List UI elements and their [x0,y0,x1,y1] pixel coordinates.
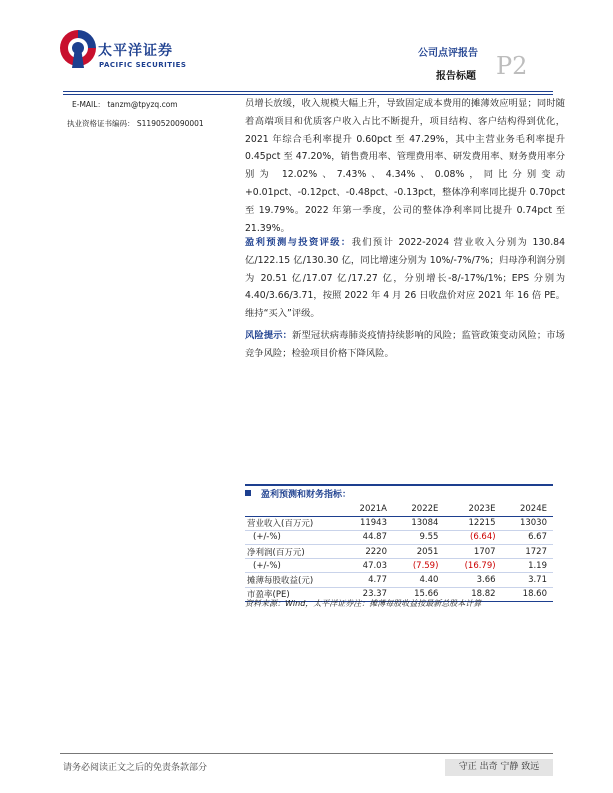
table-header-cell: 2023E [444,502,501,516]
risk-text: 新型冠状病毒肺炎疫情持续影响的风险；监管政策变动风险；市场竞争风险；检验项目价格下降风险。 [245,330,565,359]
table-cell: 4.77 [341,573,393,587]
table-cell: 11943 [341,516,393,530]
table-cell: 23.37 [341,587,393,601]
table-cell: 12215 [444,516,501,530]
logo-text-cn: 太平洋证券 [98,43,173,59]
table-title [245,487,351,500]
table-cell: 6.67 [502,530,553,544]
table-header-cell: 2024E [502,502,553,516]
footer-motto: 守正 出奇 宁静 致远 [445,759,553,776]
row-label: 摊薄每股收益(元) [245,573,341,587]
page-number: P2 [496,52,528,80]
report-title: 报告标题 [436,71,476,82]
table-row [245,573,553,587]
header-divider [63,91,553,92]
table-cell: 47.03 [341,559,393,573]
forecast-heading: 盈利预测与投资评级： [245,237,352,248]
table-row [245,559,553,573]
body-paragraph-risk [245,327,565,363]
logo-text-en: PACIFIC SECURITIES [99,61,187,69]
row-label: 市盈率(PE) [245,587,341,601]
table-cell: 44.87 [341,530,393,544]
footer-disclaimer: 请务必阅读正文之后的免责条款部分 [63,763,208,773]
table-cell-negative: (16.79) [444,559,501,573]
table-cell: 1707 [444,545,501,559]
table-cell: 15.66 [393,587,444,601]
table-row [245,530,553,544]
row-label: (+/-%) [245,530,341,544]
table-cell: 1727 [502,545,553,559]
row-label: 净利润(百万元) [245,545,341,559]
table-source-note: 资料来源：Wind，太平洋证券注：摊薄每股收益按最新总股本计算 [245,599,482,608]
table-row [245,545,553,559]
table-top-rule [245,484,553,486]
risk-heading: 风险提示： [245,330,293,341]
table-cell: 3.66 [444,573,501,587]
table-cell: 9.55 [393,530,444,544]
forecast-text: 我们预计 2022-2024 营业收入分别为 130.84 亿/122.15 亿/130.30 亿，同比增速分别为 10%/-7%/7%；归母净利润分别为 20.51 亿/17.07 亿/17.27 亿，分别增长-8/-17%/1%；EPS 分别为 4.40/3.66/3.71，按照 2022 年 4 月 26 日收盘价对应 2021 年 16 倍 PE。维持“买入”评级。 [245,237,565,320]
report-type: 公司点评报告 [418,48,478,59]
pacific-securities-logo-icon [58,28,98,72]
table-cell: 2051 [393,545,444,559]
table-header-cell: 2021A [341,502,393,516]
row-label: (+/-%) [245,559,341,573]
table-cell: 18.60 [502,587,553,601]
table-cell: 13030 [502,516,553,530]
table-title-text: 盈利预测和财务指标： [261,490,352,500]
table-cell-negative: (6.64) [444,530,501,544]
body-paragraph-margin: 员增长放缓，收入规模大幅上升，导致固定成本费用的摊薄效应明显；同时随着高端项目和优质客户收入占比不断提升，项目结构、客户结构得到优化，2021 年综合毛利率提升 0.60pct 至 47.29%，其中主营业务毛利率提升 0.45pct 至 47.20%，销售费用率、管理费用率、研发费用率、财务费用率分别为 12.02%、7.43%、4.34%、0.08%，同比分别变动+0.01pct、-0.12pct、-0.48pct、-0.13pct，整体净利率同比提升 0.70pct 至 19.79%。2022 年第一季度，公司的整体净利率同比提升 0.74pct 至 21.39%。 [245,98,565,234]
footer-divider [60,753,553,754]
square-bullet-icon [245,490,251,496]
table-header-cell [245,502,341,516]
table-cell: 18.82 [444,587,501,601]
table-header-cell: 2022E [393,502,444,516]
analyst-email: E-MAIL： tanzm@tpyzq.com [72,100,178,109]
row-label: 营业收入(百万元) [245,516,341,530]
body-paragraph-forecast [245,234,565,323]
table-cell: 3.71 [502,573,553,587]
table-cell: 2220 [341,545,393,559]
analyst-license: 执业资格证书编码： S1190520090001 [67,119,204,128]
table-cell-negative: (7.59) [393,559,444,573]
table-header-row [245,502,553,516]
financial-forecast-table [245,502,553,602]
company-logo [58,28,208,78]
table-cell: 4.40 [393,573,444,587]
table-row [245,516,553,530]
table-cell: 13084 [393,516,444,530]
table-cell: 1.19 [502,559,553,573]
